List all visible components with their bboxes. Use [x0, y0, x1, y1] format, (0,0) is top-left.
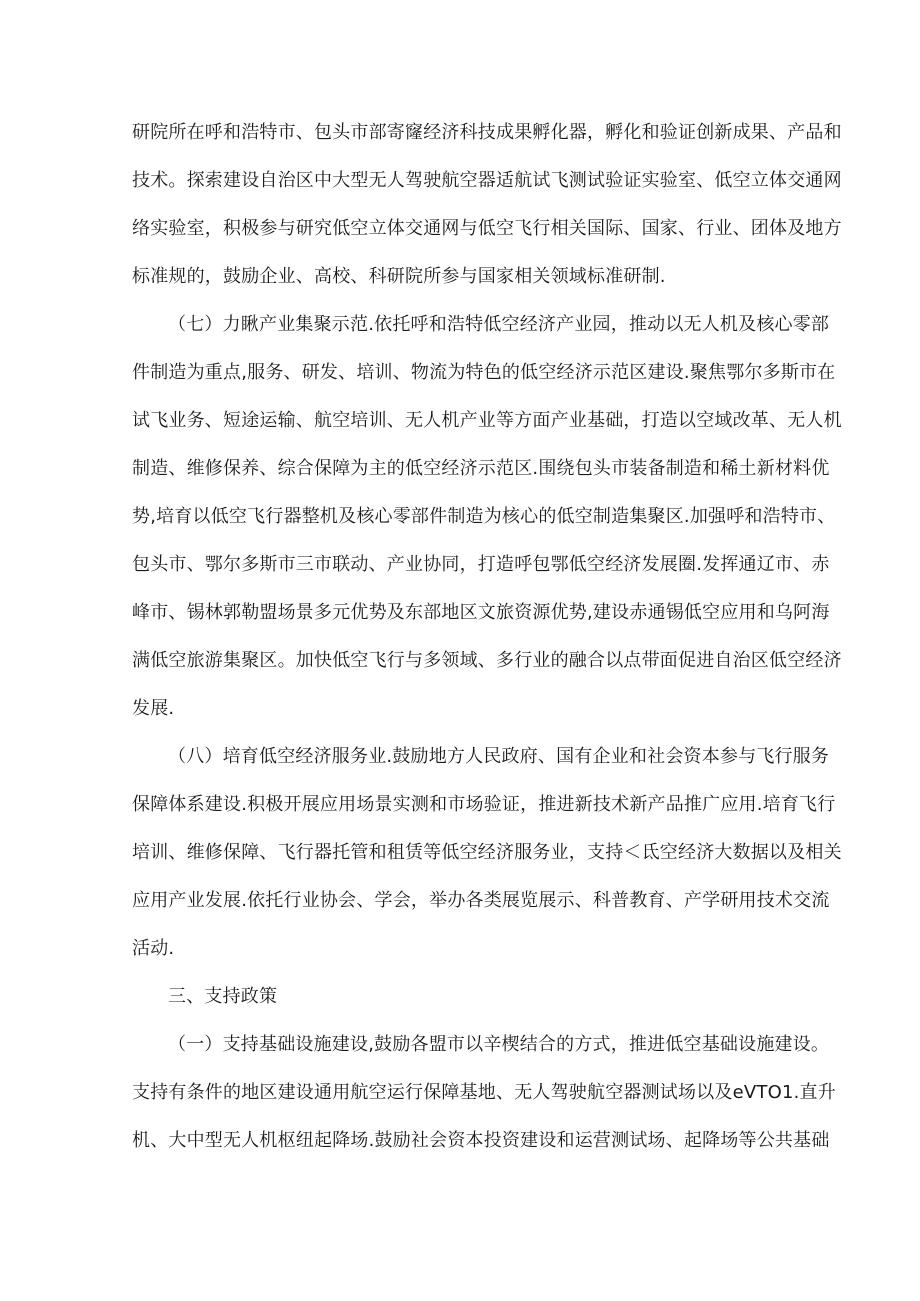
paragraph-line: 机、大中型无人机枢纽起降场.鼓励社会资本投资建设和运营测试场、起降场等公共基础: [132, 1130, 830, 1151]
section-heading-1: （一）支持基础设施建设,鼓励各盟市以辛楔结合的方式，推进低空基础设施建设。: [168, 1034, 830, 1055]
paragraph-line: 峰市、锡林郭勒盟场景多元优势及东部地区文旅资源优势,建设赤通锡低空应用和乌阿海: [132, 602, 830, 623]
paragraph-line: 满低空旅游集聚区。加快低空飞行与多领域、多行业的融合以点带面促进自治区低空经济: [132, 650, 842, 671]
paragraph-line: 应用产业发展.依托行业协会、学会，举办各类展览展示、科普教育、产学研用技术交流: [132, 890, 830, 911]
paragraph-line: 络实验室，积极参与研究低空立体交通网与低空飞行相关国际、国家、行业、团体及地方: [132, 218, 842, 239]
paragraph-line: 技术。探索建设自治区中大型无人驾驶航空器适航试飞测试验证实验室、低空立体交通网: [132, 170, 842, 191]
section-title-support-policy: 三、支持政策: [168, 986, 278, 1007]
paragraph-line: 势,培育以低空飞行器整机及核心零部件制造为核心的低空制造集聚区.加强呼和浩特市、: [132, 506, 836, 527]
paragraph-line: 试飞业务、短途运输、航空培训、无人机产业等方面产业基础，打造以空域改革、无人机: [132, 410, 842, 431]
paragraph-line: 研院所在呼和浩特市、包头市部寄窿经济科技成果孵化器，孵化和验证创新成果、产品和: [132, 122, 842, 143]
paragraph-line: 标准规的，鼓励企业、高校、科研院所参与国家相关领域标准研制.: [132, 266, 666, 287]
paragraph-line: 培训、维修保障、飞行器托管和租赁等低空经济服务业，支持＜氐空经济大数据以及相关: [132, 842, 842, 863]
section-heading-8: （八）培育低空经济服务业.鼓励地方人民政府、国有企业和社会资本参与飞行服务: [168, 746, 830, 767]
paragraph-line: 件制造为重点,服务、研发、培训、物流为特色的低空经济示范区建设.聚焦鄂尔多斯市在: [132, 362, 836, 383]
paragraph-line: 保障体系建设.积极开展应用场景实测和市场验证，推进新技术新产品推广应用.培育飞行: [132, 794, 836, 815]
section-heading-7: （七）力瞅产业集聚示范.依托呼和浩特低空经济产业园，推动以无人机及核心零部: [168, 314, 830, 335]
paragraph-line: 活动.: [132, 938, 175, 959]
paragraph-line: 发展.: [132, 698, 175, 719]
paragraph-line: 包头市、鄂尔多斯市三市联动、产业协同，打造呼包鄂低空经济发展圈.发挥通辽市、赤: [132, 554, 830, 575]
paragraph-line: 支持有条件的地区建设通用航空运行保障基地、无人驾驶航空器测试场以及eVTO1.直升: [132, 1082, 836, 1103]
paragraph-line: 制造、维修保养、综合保障为主的低空经济示范区.围绕包头市装备制造和稀土新材料优: [132, 458, 830, 479]
